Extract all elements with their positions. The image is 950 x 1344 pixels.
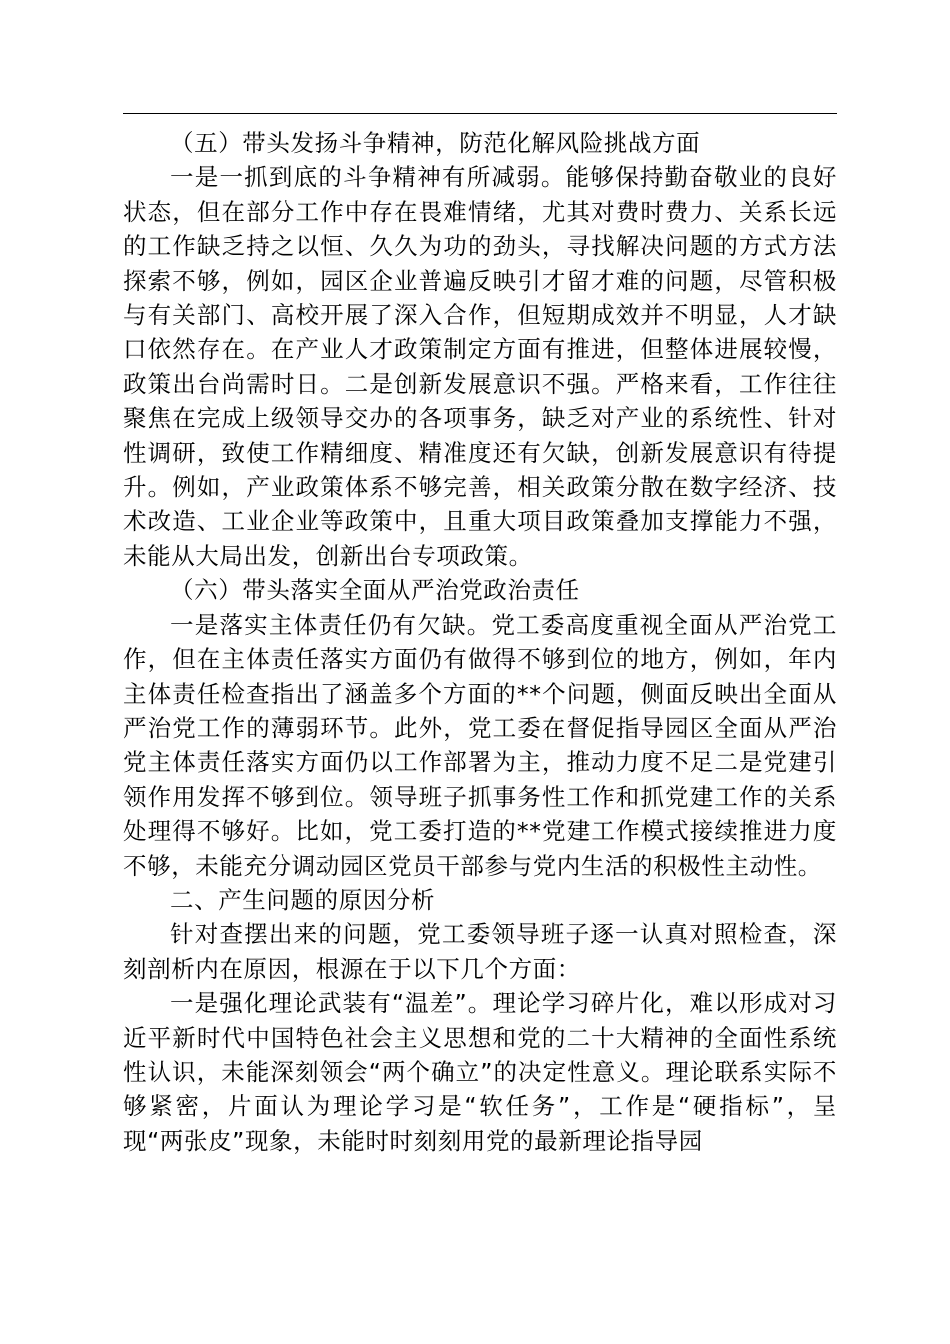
paragraph-causes-intro: 针对查摆出来的问题，党工委领导班子逐一认真对照检查，深刻剖析内在原因，根源在于以下几个方面： xyxy=(123,920,837,983)
section-heading-five: （五）带头发扬斗争精神，防范化解风险挑战方面 xyxy=(170,129,701,157)
paragraph-party-responsibility: 一是落实主体责任仍有欠缺。党工委高度重视全面从严治党工作，但在主体责任落实方面仍有做得不够到位的地方，例如，年内主体责任检查指出了涵盖多个方面的**个问题，侧面反映出全面从严治党工作的薄弱环节。此外，党工委在督促指导园区全面从严治党主体责任落实方面仍以工作部署为主，推动力度不足二是党建引领作用发挥不够到位。领导班子抓事务性工作和抓党建工作的关系处理得不够好。比如，党工委打造的**党建工作模式接续推进力度不够，未能充分调动园区党员干部参与党内生活的积极性主动性。 xyxy=(123,610,837,880)
header-rule xyxy=(123,113,837,114)
document-body xyxy=(123,126,837,1158)
section-heading-six: （六）带头落实全面从严治党政治责任 xyxy=(170,576,580,605)
paragraph-theory-gap: 一是强化理论武装有“温差”。理论学习碎片化，难以形成对习近平新时代中国特色社会主义思想和党的二十大精神的全面性系统性认识，未能深刻领会“两个确立”的决定性意义。理论联系实际不够紧密，片面认为理论学习是“软任务”，工作是“硬指标”，呈现“两张皮”现象，未能时时刻刻用党的最新理论指导园 xyxy=(123,989,837,1155)
section-heading-causes: 二、产生问题的原因分析 xyxy=(170,885,436,914)
paragraph-struggle-spirit: 一是一抓到底的斗争精神有所减弱。能够保持勤奋敬业的良好状态，但在部分工作中存在畏难情绪，尤其对费时费力、关系长远的工作缺乏持之以恒、久久为功的劲头，寻找解决问题的方式方法探索不够，例如，园区企业普遍反映引才留才难的问题，尽管积极与有关部门、高校开展了深入合作，但短期成效并不明显，人才缺口依然存在。在产业人才政策制定方面有推进，但整体进展较慢，政策出台尚需时日。二是创新发展意识不强。严格来看，工作往往聚焦在完成上级领导交办的各项事务，缺乏对产业的系统性、针对性调研，致使工作精细度、精准度还有欠缺，创新发展意识有待提升。例如，产业政策体系不够完善，相关政策分散在数字经济、技术改造、工业企业等政策中，且重大项目政策叠加支撑能力不强，未能从大局出发，创新出台专项政策。 xyxy=(123,163,837,570)
